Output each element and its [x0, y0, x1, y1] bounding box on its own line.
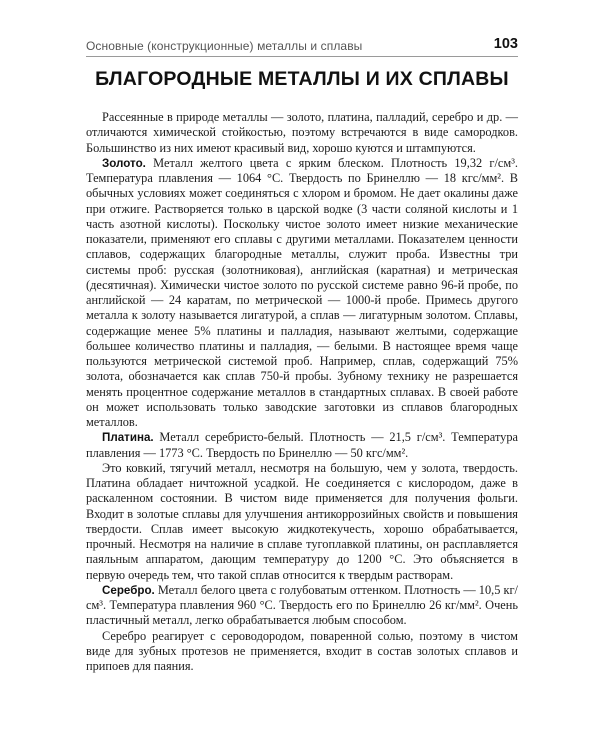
- run-in-heading-silver: Серебро.: [102, 583, 155, 597]
- paragraph-text: Металл белого цвета с голубоватым оттенком. Плотность — 10,5 кг/см³. Температура плавления 960 °С. Твердость его по Бринеллю 26 кг/мм². Очень пластичный металл, легко обрабатывается любым способом.: [86, 582, 518, 628]
- paragraph-text: Рассеянные в природе металлы — золото, платина, палладий, серебро и др. — отличаются химической стойкостью, поэтому встречаются в виде самородков. Большинство из них имеют красивый вид, хорошо куются и штампуются.: [86, 110, 518, 155]
- paragraph-platinum-properties: [86, 461, 518, 583]
- paragraph-gold: [86, 156, 518, 431]
- run-in-heading-gold: Золото.: [102, 156, 146, 170]
- paragraph-text: Металл желтого цвета с ярким блеском. Плотность 19,32 г/см³. Температура плавления — 1064 °С. Твердость по Бринеллю — 18 кгс/мм². В обычных условиях может соединяться с хлором и бромом. Не дает окалины даже при отжиге. Растворяется только в царской водке (3 части соляной кислоты и 1 часть азотной кислоты). Поскольку чистое золото имеет низкие механические показатели, применяют его сплавы с другими металлами. Показателем ценности сплавов, содержащих благородные металлы, служит проба. Известны три системы проб: русская (золотниковая), английская (каратная) и метрическая (десятичная). Химически чистое золото по русской системе равно 96-й пробе, по английской — 24 каратам, по метрической — 1000-й пробе. Примесь другого металла к золоту называется лигатурой, а сплав — лигатурным золотом. Сплавы, содержащие менее 5% платины и палладия, называют желтыми, содержащие большее количество платины и палладия, — белыми. В настоящее время чаще пользуются метрической системой проб. Например, сплав, содержащий 75% золота, обозначается как сплав 750-й пробы. Зубному технику не разрешается менять процентное содержание металлов в стандартных сплавах. В своей работе он может использовать только заводские заготовки из сплавов благородных металлов.: [86, 155, 518, 429]
- page-number: 103: [493, 36, 518, 52]
- running-header: [86, 36, 518, 57]
- paragraph-platinum: [86, 430, 518, 461]
- paragraph-silver: [86, 583, 518, 629]
- section-heading: БЛАГОРОДНЫЕ МЕТАЛЛЫ И ИХ СПЛАВЫ: [95, 68, 509, 90]
- running-title: Основные (конструкционные) металлы и сплавы: [86, 39, 363, 53]
- body-text: [86, 110, 518, 674]
- paragraph-intro: [86, 110, 518, 156]
- paragraph-text: Это ковкий, тягучий металл, несмотря на большую, чем у золота, твердость. Платина обладает ничтожной усадкой. Не соединяется с кислородом, даже в раскаленном состоянии. В чистом виде применяется для получения фольги. Входит в золотые сплавы для улучшения антикоррозийных свойств и повышения твердости. Сплав имеет высокую жидкотекучесть, хорошо обрабатывается, прочный. Несмотря на наличие в сплаве тугоплавкой платины, он расплавляется паяльным аппаратом, дающим температуру до 1200 °С. Это объясняется в первую очередь тем, что такой сплав относится к твердым растворам.: [86, 460, 518, 582]
- paragraph-text: Металл серебристо-белый. Плотность — 21,5 г/см³. Температура плавления — 1773 °С. Твердость по Бринеллю — 50 кгс/мм².: [86, 430, 518, 460]
- run-in-heading-platinum: Платина.: [102, 431, 154, 445]
- paragraph-text: Серебро реагирует с сероводородом, поваренной солью, поэтому в чистом виде для зубных протезов не применяется, входит в состав золотых сплавов и припоев для паяния.: [86, 628, 518, 673]
- paragraph-silver-usage: [86, 629, 518, 675]
